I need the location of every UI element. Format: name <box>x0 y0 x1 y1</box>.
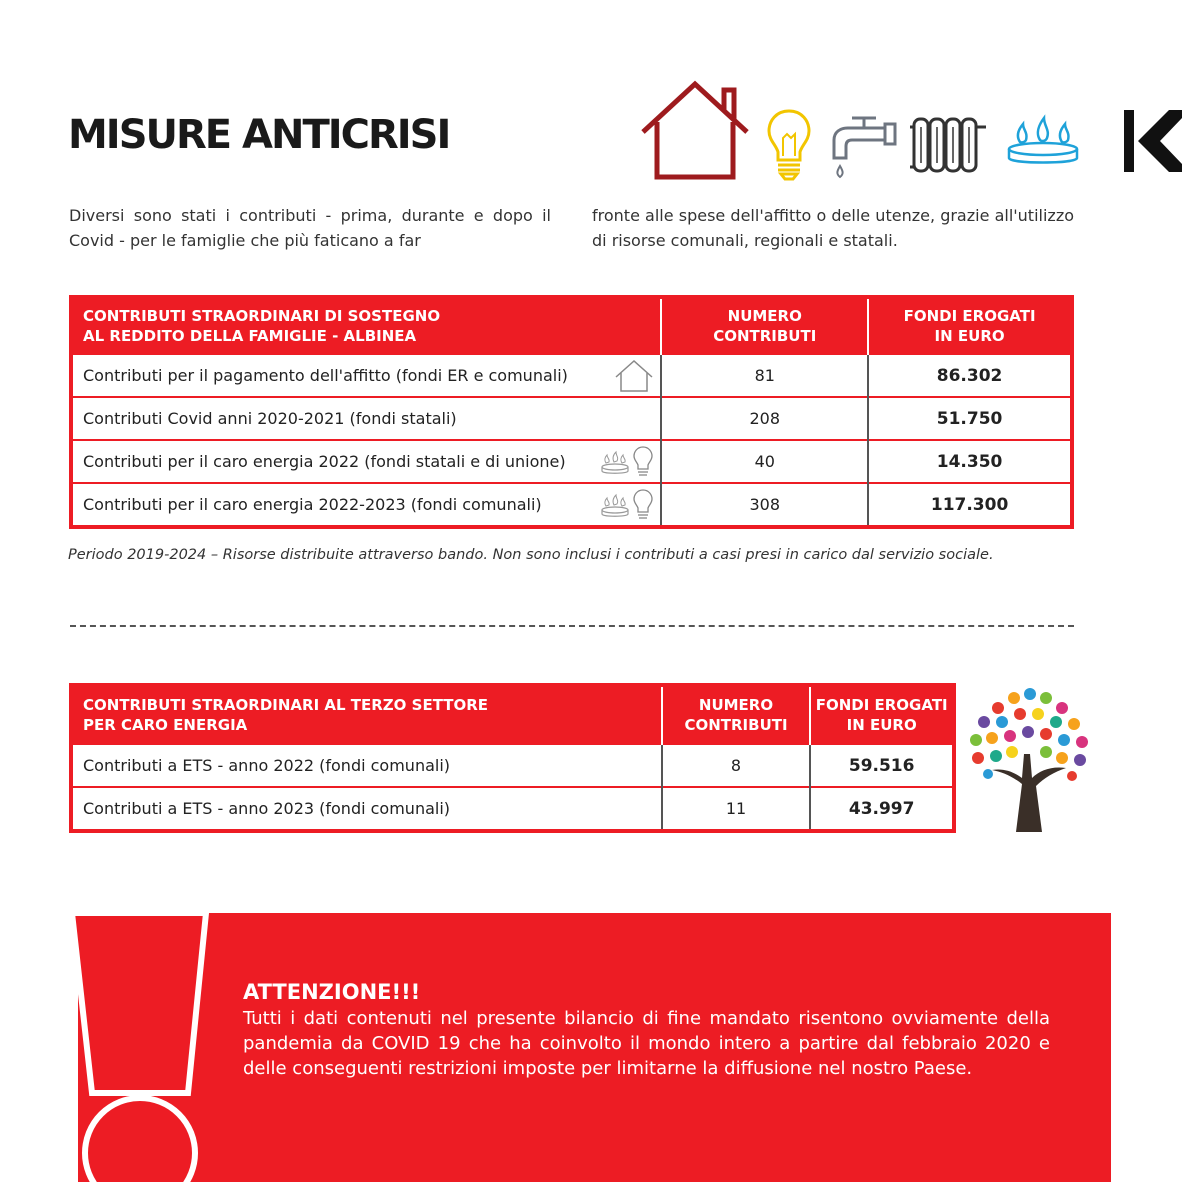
header-amount: FONDI EROGATI IN EURO <box>810 685 954 744</box>
header-description: CONTRIBUTI STRAORDINARI AL TERZO SETTORE PER CARO ENERGIA <box>71 685 662 744</box>
row-amount: 59.516 <box>810 744 954 787</box>
row-count: 11 <box>662 787 811 831</box>
attention-text: Tutti i dati contenuti nel presente bilancio di fine mandato risentono ovviamente della pandemia da COVID 19 che ha coinvolto il mondo intero a partire dal febbraio 2020 e delle conseguenti restrizioni imposte per limitarne la diffusione nel nostro Paese. <box>243 1008 1050 1079</box>
row-label: Contributi per il pagamento dell'affitto (fondi ER e comunali) <box>83 366 568 385</box>
table-row <box>71 483 1072 527</box>
row-amount: 43.997 <box>810 787 954 831</box>
intro-text-col2: fronte alle spese dell'affitto o delle utenze, grazie all'utilizzo di risorse comunali, regionali e statali. <box>592 206 1074 250</box>
table-note: Periodo 2019-2024 – Risorse distribuite attraverso bando. Non sono inclusi i contributi a casi presi in carico dal servizio sociale. <box>68 547 994 563</box>
exclamation-icon <box>70 913 210 1182</box>
family-support-table <box>69 295 1074 529</box>
row-amount: 86.302 <box>868 354 1072 397</box>
intro-text-col1: Diversi sono stati i contributi - prima, durante e dopo il Covid - per le famiglie che più faticano a far <box>69 206 551 250</box>
third-sector-table <box>69 683 956 833</box>
table-row <box>71 440 1072 483</box>
faucet-icon <box>830 114 898 184</box>
gas-and-bulb-icon <box>598 445 654 479</box>
row-amount: 14.350 <box>868 440 1072 483</box>
attention-heading: ATTENZIONE!!! <box>243 980 421 1004</box>
brand-logo <box>1124 110 1182 172</box>
table-header-row <box>71 685 954 744</box>
tree-of-hands-illustration <box>962 684 1096 832</box>
row-amount: 51.750 <box>868 397 1072 440</box>
radiator-icon <box>910 115 990 175</box>
gas-burner-icon <box>1004 114 1082 172</box>
row-count: 208 <box>661 397 868 440</box>
row-count: 40 <box>661 440 868 483</box>
row-count: 81 <box>661 354 868 397</box>
header-count: NUMERO CONTRIBUTI <box>662 685 811 744</box>
table-header-row <box>71 297 1072 354</box>
header-amount: FONDI EROGATI IN EURO <box>868 297 1072 354</box>
row-amount: 117.300 <box>868 483 1072 527</box>
row-label: Contributi per il caro energia 2022 (fondi statali e di unione) <box>83 452 566 471</box>
section-divider <box>70 625 1074 627</box>
row-count: 8 <box>662 744 811 787</box>
gas-and-bulb-icon <box>598 488 654 522</box>
table-row <box>71 787 954 831</box>
table-row <box>71 354 1072 397</box>
house-icon <box>640 80 750 182</box>
lightbulb-icon <box>766 108 812 182</box>
table-row <box>71 744 954 787</box>
header-count: NUMERO CONTRIBUTI <box>661 297 868 354</box>
page-title: MISURE ANTICRISI <box>68 112 450 158</box>
table-row <box>71 397 1072 440</box>
header-description: CONTRIBUTI STRAORDINARI DI SOSTEGNO AL REDDITO DELLA FAMIGLIE - ALBINEA <box>71 297 661 354</box>
house-outline-icon <box>614 359 654 393</box>
row-label: Contributi a ETS - anno 2023 (fondi comunali) <box>71 787 662 831</box>
row-label: Contributi per il caro energia 2022-2023 (fondi comunali) <box>83 495 542 514</box>
row-label: Contributi a ETS - anno 2022 (fondi comunali) <box>71 744 662 787</box>
row-label: Contributi Covid anni 2020-2021 (fondi statali) <box>83 409 457 428</box>
row-count: 308 <box>661 483 868 527</box>
